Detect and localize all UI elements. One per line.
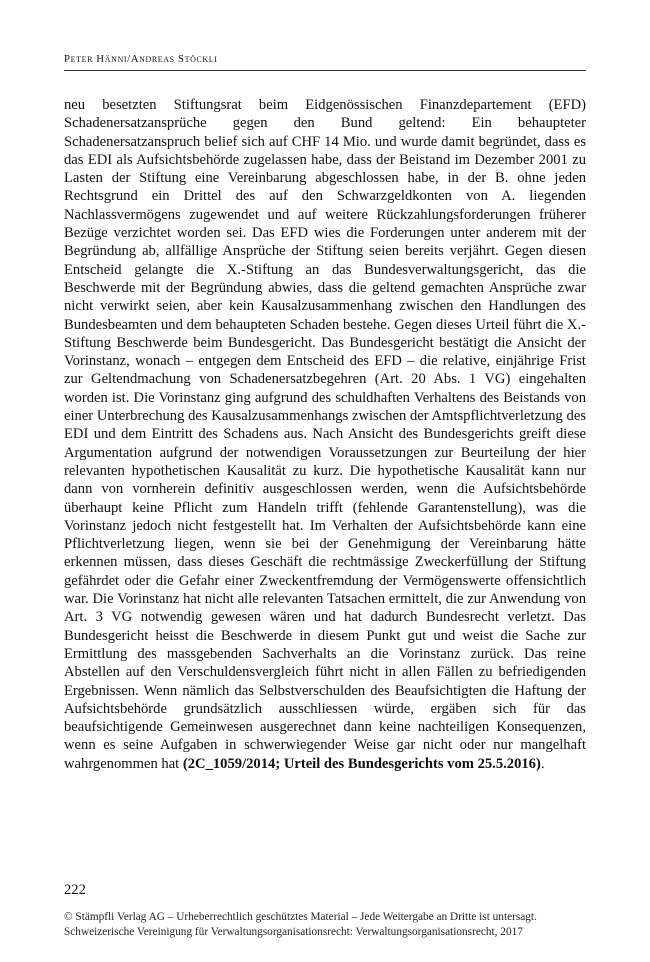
paragraph: [64, 96, 586, 773]
paragraph-end: .: [540, 755, 545, 772]
footer-line-2: Schweizerische Vereinigung für Verwaltungsorganisationsrecht: Verwaltungsorganisationsrecht, 2017: [64, 926, 523, 938]
copyright-footer: [64, 910, 586, 940]
running-header: Peter Hänni/Andreas Stöckli: [64, 53, 218, 65]
page-number: 222: [64, 882, 86, 898]
body-text: [64, 96, 586, 773]
paragraph-text: neu besetzten Stiftungsrat beim Eidgenössischen Finanzdepartement (EFD) Schadenersatzansprüche gegen den Bund geltend: Ein behaupteter Schadenersatzanspruch belief sich auf CHF 14 Mio. und wurde damit begründet, dass es das EDI als Aufsichtsbehörde zugelassen habe, dass der Beistand im Dezember 2001 zu Lasten der Stiftung eine Vereinbarung abgeschlossen habe, in der B. ohne jeden Rechtsgrund ein Drittel des auf den Schwarzgeldkonten von A. liegenden Nachlassvermögens zugewendet und auf weitere Rückzahlungsforderungen früherer Bezüge verzichtet worden sei. Das EFD wies die Forderungen unter anderem mit der Begründung ab, allfällige Ansprüche der Stiftung seien bereits verjährt. Gegen diesen Entscheid gelangte die X.-Stiftung an das Bundesverwaltungsgericht, das die Beschwerde mit der Begründung abwies, dass die geltend gemachten Ansprüche zwar nicht verwirkt seien, aber kein Kausalzusammenhang zwischen den Handlungen des Bundesbeamten und dem behaupteten Schaden bestehe. Gegen dieses Urteil führt die X.-Stiftung Beschwerde beim Bundesgericht. Das Bundesgericht bestätigt die Ansicht der Vorinstanz, wonach – entgegen dem Entscheid des EFD – die relative, einjährige Frist zur Geltendmachung von Schadenersatzbegehren (Art. 20 Abs. 1 VG) eingehalten worden ist. Die Vorinstanz ging aufgrund des schuldhaften Verhaltens des Beistands von einer Unterbrechung des Kausalzusammenhangs zwischen der Amtspflichtverletzung des EDI und dem Eintritt des Schadens aus. Nach Ansicht des Bundesgerichts greift diese Argumentation aufgrund der notwendigen Voraussetzungen zur Beurteilung der hier relevanten hypothetischen Kausalität zu kurz. Die hypothetische Kausalität kann nur dann von vornherein definitiv ausgeschlossen werden, wenn die Aufsichtsbehörde überhaupt keine Pflicht zum Handeln trifft (fehlende Garantenstellung), was die Vorinstanz jedoch nicht festgestellt hat. Im Verhalten der Aufsichtsbehörde kann eine Pflichtverletzung liegen, wenn sie bei der Genehmigung der Vereinbarung hätte erkennen müssen, dass dieses Geschäft die rechtmässige Zweckerfüllung der Stiftung gefährdet oder die Gefahr einer Zweckentfremdung der Vermögenswerte offensichtlich war. Die Vorinstanz hat nicht alle relevanten Tatsachen ermittelt, die zur Anwendung von Art. 3 VG notwendig gewesen wären und hat dadurch Bundesrecht verletzt. Das Bundesgericht heisst die Beschwerde in diesem Punkt gut und weist die Sache zur Ermittlung des massgebenden Sachverhalts an die Vorinstanz zurück. Das reine Abstellen auf den Verschuldensvergleich führt nicht in allen Fällen zu befriedigenden Ergebnissen. Wenn nämlich das Selbstverschulden des Beaufsichtigten die Haftung der Aufsichtsbehörde grundsätzlich ausschliessen würde, ergäben sich für das beaufsichtigende Gemeinwesen ausgerechnet dann keine nachteiligen Konsequenzen, wenn es seine Aufgaben in schwerwiegender Weise gar nicht oder nur mangelhaft wahrgenommen hat: [64, 97, 586, 772]
header-rule: [64, 70, 586, 71]
footer-line-1: © Stämpfli Verlag AG – Urheberrechtlich geschütztes Material – Jede Weitergabe an Dritte ist untersagt.: [64, 911, 537, 923]
case-citation: (2C_1059/2014; Urteil des Bundesgerichts vom 25.5.2016): [182, 755, 541, 772]
